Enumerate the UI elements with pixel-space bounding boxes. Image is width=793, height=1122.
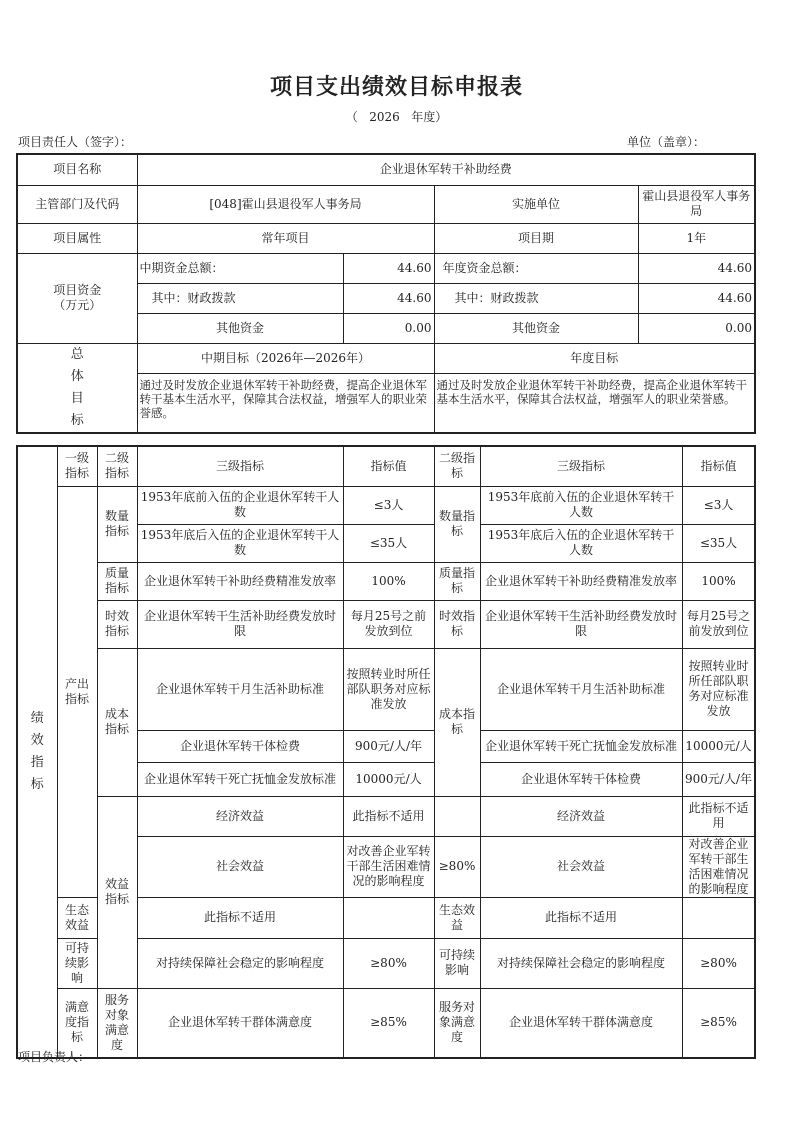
mid-c1-value: 按照转业时所任部队职务对应标准发放 (343, 648, 434, 730)
year-social: 对改善企业军转干部生活困难情况的影响程度 (682, 836, 755, 897)
mid-time-value: 每月25号之前发放到位 (343, 600, 434, 648)
mid-c2-value: 900元/人/年 (343, 730, 434, 762)
project-info-table (16, 153, 756, 434)
mid-sat: 企业退休军转干群体满意度 (137, 988, 343, 1058)
year-quantity-label: 数量指标 (434, 486, 480, 562)
mid-eco-value (343, 897, 434, 938)
year-other-label: 其他资金 (434, 313, 638, 343)
mid-quality-value: 100% (343, 562, 434, 600)
mid-q1: 1953年底前入伍的企业退休军转干人数 (137, 486, 343, 524)
mid-social-label: 社会效益 (137, 836, 343, 897)
mid-time-label: 时效指标 (97, 600, 137, 648)
year-time-value: 每月25号之前发放到位 (682, 600, 755, 648)
year-sustain-value: ≥80% (682, 938, 755, 988)
header-level3: 三级指标 (137, 446, 343, 486)
mid-c1: 企业退休军转干月生活补助标准 (137, 648, 343, 730)
mid-other-value: 0.00 (343, 313, 434, 343)
mid-q2-value: ≤35人 (343, 524, 434, 562)
year-sat-label: 服务对象满意度 (434, 988, 480, 1058)
indicators-table (16, 445, 756, 1059)
year-c1: 企业退休军转干月生活补助标准 (480, 648, 682, 730)
dept-value: [048]霍山县退役军人事务局 (137, 185, 434, 223)
year-line: （ 2026 年度） (345, 110, 448, 124)
project-name-label: 项目名称 (17, 154, 137, 185)
mid-eco: 此指标不适用 (137, 897, 343, 938)
satisfaction-indicators-label: 满意度指标 (57, 988, 97, 1058)
mid-social-value: ≥80% (434, 836, 480, 897)
year-sustain: 对持续保障社会稳定的影响程度 (480, 938, 682, 988)
mid-sustain-value: ≥80% (343, 938, 434, 988)
attr-label: 项目属性 (17, 223, 137, 253)
header-year-value: 指标值 (682, 446, 755, 486)
mid-eco-label: 生态效益 (57, 897, 97, 938)
mid-c2: 企业退休军转干体检费 (137, 730, 343, 762)
year-other-value: 0.00 (638, 313, 755, 343)
header-value: 指标值 (343, 446, 434, 486)
mid-sat-label: 服务对象满意度 (97, 988, 137, 1058)
mid-social: 对改善企业军转干部生活困难情况的影响程度 (343, 836, 434, 897)
header-year-level3: 三级指标 (480, 446, 682, 486)
year-total-label: 年度资金总额： (434, 253, 638, 283)
year-quality-value: 100% (682, 562, 755, 600)
mid-goal-header: 中期目标（2026年—2026年） (137, 343, 434, 373)
year-q2-value: ≤35人 (682, 524, 755, 562)
year-c1-value: 按照转业时所任部队职务对应标准发放 (682, 648, 755, 730)
year-econ: 此指标不适用 (682, 796, 755, 836)
mid-time: 企业退休军转干生活补助经费发放时限 (137, 600, 343, 648)
period-value: 1年 (638, 223, 755, 253)
year-eco: 此指标不适用 (480, 897, 682, 938)
mid-econ-label: 经济效益 (137, 796, 343, 836)
mid-fiscal-label: 其中：财政拨款 (137, 283, 343, 313)
performance-indicators-label (17, 446, 57, 1058)
attr-value: 常年项目 (137, 223, 434, 253)
year-sat-value: ≥85% (682, 988, 755, 1058)
mid-cost-label: 成本指标 (97, 648, 137, 796)
year-eco-value (682, 897, 755, 938)
year-q1: 1953年底前入伍的企业退休军转干人数 (480, 486, 682, 524)
year-goal-text: 通过及时发放企业退休军转干补助经费，提高企业退休军转干基本生活水平，保障其合法权益，增强军人的职业荣誉感。 (434, 373, 755, 433)
mid-c3: 企业退休军转干死亡抚恤金发放标准 (137, 762, 343, 796)
year-sustain-label: 可持续影响 (434, 938, 480, 988)
mid-fiscal-value: 44.60 (343, 283, 434, 313)
unit-seal-label: 单位（盖章）： (627, 135, 706, 149)
year-q2: 1953年底后入伍的企业退休军转干人数 (480, 524, 682, 562)
mid-sustain: 对持续保障社会稳定的影响程度 (137, 938, 343, 988)
mid-c3-value: 10000元/人 (343, 762, 434, 796)
year-econ-label: 经济效益 (480, 796, 682, 836)
year-c2: 企业退休军转干死亡抚恤金发放标准 (480, 730, 682, 762)
output-indicators-label: 产出指标 (57, 486, 97, 897)
header-level2: 二级指标 (97, 446, 137, 486)
benefit-indicators-label: 效益指标 (97, 796, 137, 988)
year-c3: 企业退休军转干体检费 (480, 762, 682, 796)
mid-total-value: 44.60 (343, 253, 434, 283)
year-q1-value: ≤3人 (682, 486, 755, 524)
funds-label: 项目资金（万元） (17, 253, 137, 343)
impl-unit-value: 霍山县退役军人事务局 (638, 185, 755, 223)
mid-q1-value: ≤3人 (343, 486, 434, 524)
year-time-label: 时效指标 (434, 600, 480, 648)
impl-unit-label: 实施单位 (434, 185, 638, 223)
project-leader-label: 项目负责人： (18, 1050, 91, 1064)
year-sat: 企业退休军转干群体满意度 (480, 988, 682, 1058)
mid-goal-text: 通过及时发放企业退休军转干补助经费，提高企业退休军转干基本生活水平，保障其合法权益，增强军人的职业荣誉感。 (137, 373, 434, 433)
year-goal-header: 年度目标 (434, 343, 755, 373)
header-level1: 一级指标 (57, 446, 97, 486)
mid-quality-label: 质量指标 (97, 562, 137, 600)
dept-label: 主管部门及代码 (17, 185, 137, 223)
year-fiscal-value: 44.60 (638, 283, 755, 313)
mid-q2: 1953年底后入伍的企业退休军转干人数 (137, 524, 343, 562)
mid-quality: 企业退休军转干补助经费精准发放率 (137, 562, 343, 600)
year-c2-value: 10000元/人 (682, 730, 755, 762)
mid-total-label: 中期资金总额： (137, 253, 343, 283)
year-cost-label: 成本指标 (434, 648, 480, 796)
mid-other-label: 其他资金 (137, 313, 343, 343)
overall-goals-label (17, 343, 137, 433)
year-total-value: 44.60 (638, 253, 755, 283)
year-quality-label: 质量指标 (434, 562, 480, 600)
mid-quantity-label: 数量指标 (97, 486, 137, 562)
year-fiscal-label: 其中：财政拨款 (434, 283, 638, 313)
year-time: 企业退休军转干生活补助经费发放时限 (480, 600, 682, 648)
year-quality: 企业退休军转干补助经费精准发放率 (480, 562, 682, 600)
mid-sat-value: ≥85% (343, 988, 434, 1058)
page-title: 项目支出绩效目标申报表 (269, 75, 523, 100)
mid-econ: 此指标不适用 (343, 796, 434, 836)
responsible-signature-label: 项目责任人（签字）： (18, 135, 133, 149)
year-c3-value: 900元/人/年 (682, 762, 755, 796)
year-eco-label: 生态效益 (434, 897, 480, 938)
period-label: 项目期 (434, 223, 638, 253)
overall-goals-text: 总体目标 (70, 346, 84, 428)
header-year-level2: 二级指标 (434, 446, 480, 486)
year-social-label: 社会效益 (480, 836, 682, 897)
performance-indicators-text: 绩效指标 (30, 711, 44, 792)
mid-econ-value (434, 796, 480, 836)
mid-sustain-label: 可持续影响 (57, 938, 97, 988)
project-name-value: 企业退休军转干补助经费 (137, 154, 755, 185)
